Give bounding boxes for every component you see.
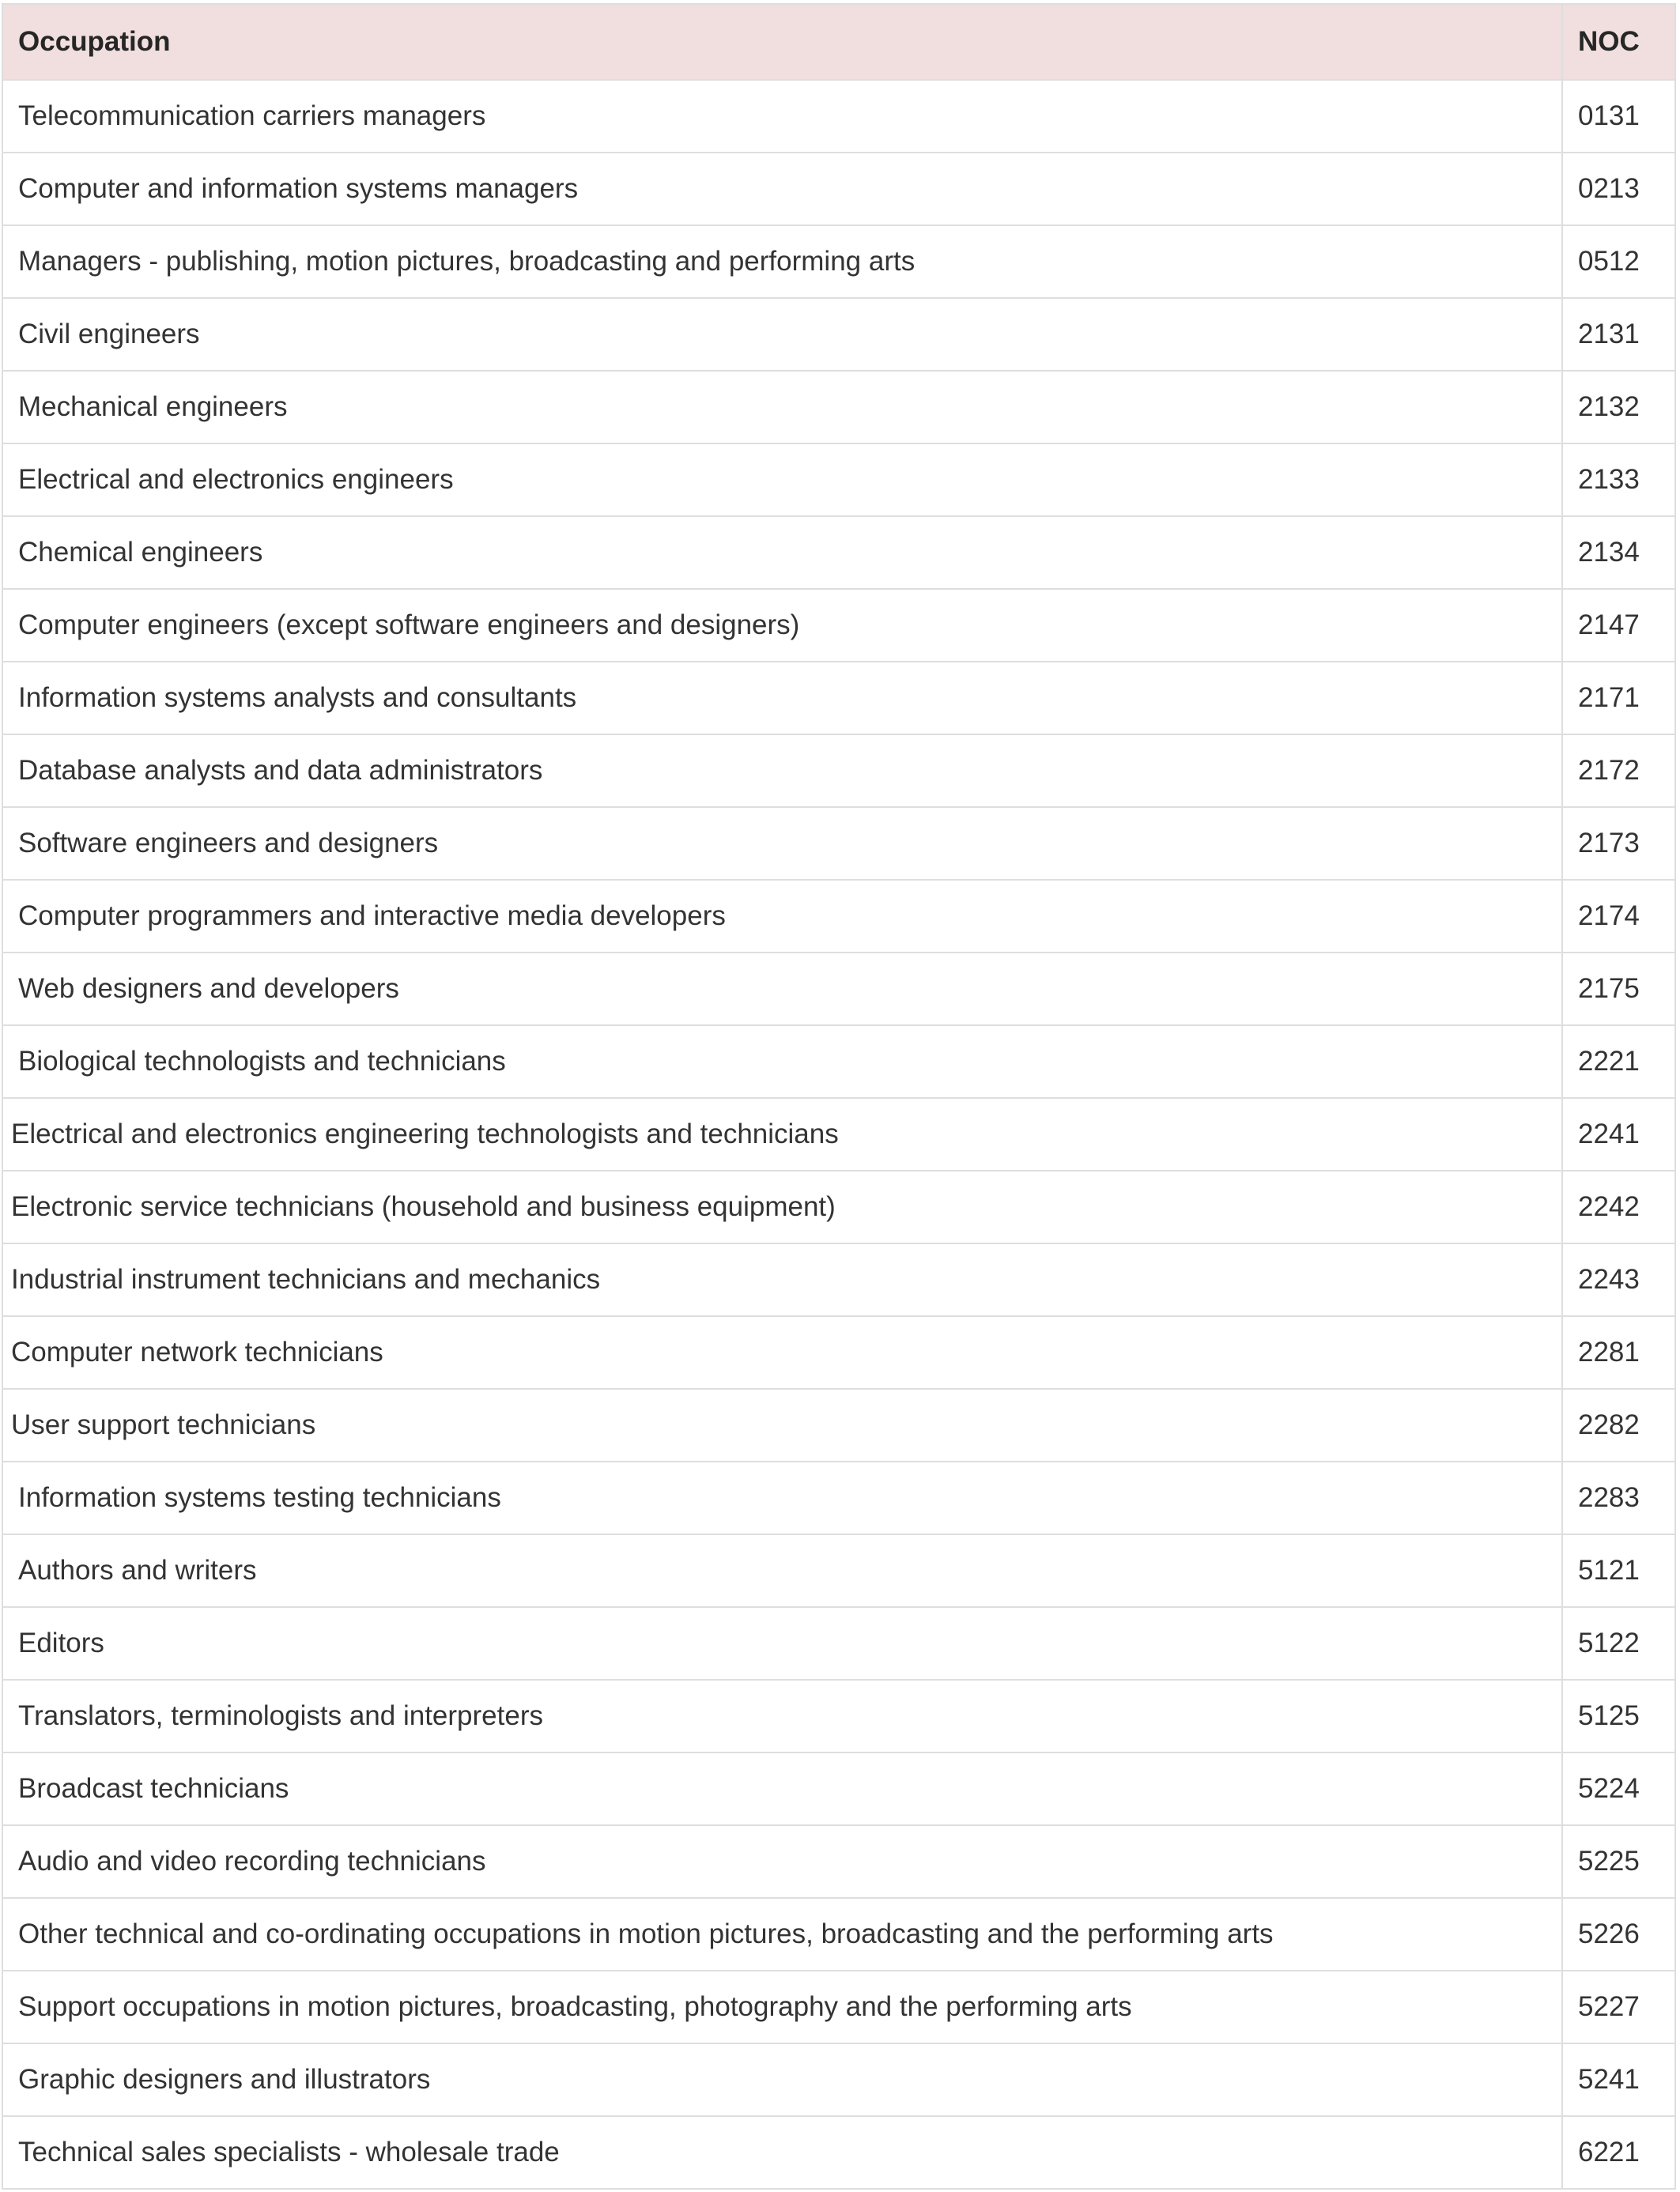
occupation-cell: Computer programmers and interactive media developers: [2, 880, 1562, 953]
table-row: [2, 589, 1675, 662]
table-row: [2, 516, 1675, 589]
occupation-cell: Computer and information systems managers: [2, 153, 1562, 225]
occupation-cell: Other technical and co-ordinating occupations in motion pictures, broadcasting and the performing arts: [2, 1898, 1562, 1971]
noc-cell: 2131: [1562, 298, 1675, 371]
noc-cell: 0512: [1562, 225, 1675, 298]
table-row: [2, 1825, 1675, 1898]
noc-cell: 5226: [1562, 1898, 1675, 1971]
header-noc: NOC: [1562, 4, 1675, 80]
noc-cell: 2174: [1562, 880, 1675, 953]
occupation-cell: Graphic designers and illustrators: [2, 2043, 1562, 2116]
noc-cell: 0213: [1562, 153, 1675, 225]
occupation-cell: Managers - publishing, motion pictures, broadcasting and performing arts: [2, 225, 1562, 298]
occupation-cell: Editors: [2, 1607, 1562, 1680]
noc-cell: 2132: [1562, 371, 1675, 443]
noc-cell: 2173: [1562, 807, 1675, 880]
table-row: [2, 1025, 1675, 1098]
table-header-row: [2, 4, 1675, 80]
table-row: [2, 1098, 1675, 1171]
occupation-cell: User support technicians: [2, 1389, 1562, 1462]
table-row: [2, 880, 1675, 953]
noc-cell: 2283: [1562, 1462, 1675, 1534]
table-row: [2, 225, 1675, 298]
table-row: [2, 1462, 1675, 1534]
occupation-cell: Information systems testing technicians: [2, 1462, 1562, 1534]
table-row: [2, 953, 1675, 1025]
noc-cell: 2133: [1562, 443, 1675, 516]
noc-cell: 5224: [1562, 1752, 1675, 1825]
occupation-cell: Information systems analysts and consultants: [2, 662, 1562, 734]
noc-cell: 5125: [1562, 1680, 1675, 1752]
occupation-cell: Audio and video recording technicians: [2, 1825, 1562, 1898]
noc-cell: 2243: [1562, 1243, 1675, 1316]
occupation-cell: Computer engineers (except software engineers and designers): [2, 589, 1562, 662]
table-row: [2, 153, 1675, 225]
table-row: [2, 371, 1675, 443]
table-row: [2, 2043, 1675, 2116]
occupation-cell: Civil engineers: [2, 298, 1562, 371]
noc-cell: 5122: [1562, 1607, 1675, 1680]
table-row: [2, 1316, 1675, 1389]
occupation-cell: Computer network technicians: [2, 1316, 1562, 1389]
noc-cell: 2171: [1562, 662, 1675, 734]
table-row: [2, 298, 1675, 371]
occupation-cell: Database analysts and data administrators: [2, 734, 1562, 807]
occupation-cell: Mechanical engineers: [2, 371, 1562, 443]
noc-cell: 2147: [1562, 589, 1675, 662]
table-row: [2, 443, 1675, 516]
table-row: [2, 2116, 1675, 2189]
noc-cell: 6221: [1562, 2116, 1675, 2189]
table-row: [2, 80, 1675, 153]
header-occupation: Occupation: [2, 4, 1562, 80]
table-row: [2, 1171, 1675, 1243]
occupation-cell: Biological technologists and technicians: [2, 1025, 1562, 1098]
noc-cell: 2221: [1562, 1025, 1675, 1098]
occupation-cell: Broadcast technicians: [2, 1752, 1562, 1825]
noc-cell: 2282: [1562, 1389, 1675, 1462]
table-row: [2, 807, 1675, 880]
occupation-cell: Web designers and developers: [2, 953, 1562, 1025]
noc-cell: 5227: [1562, 1971, 1675, 2043]
occupation-cell: Software engineers and designers: [2, 807, 1562, 880]
occupation-cell: Electronic service technicians (household and business equipment): [2, 1171, 1562, 1243]
occupation-cell: Telecommunication carriers managers: [2, 80, 1562, 153]
occupation-cell: Support occupations in motion pictures, broadcasting, photography and the performing arts: [2, 1971, 1562, 2043]
table-row: [2, 1243, 1675, 1316]
noc-cell: 2281: [1562, 1316, 1675, 1389]
noc-cell: 2175: [1562, 953, 1675, 1025]
table-row: [2, 1752, 1675, 1825]
table-row: [2, 1971, 1675, 2043]
noc-cell: 5241: [1562, 2043, 1675, 2116]
table-row: [2, 1607, 1675, 1680]
table-row: [2, 1389, 1675, 1462]
noc-cell: 2241: [1562, 1098, 1675, 1171]
occupation-cell: Translators, terminologists and interpreters: [2, 1680, 1562, 1752]
occupation-cell: Electrical and electronics engineers: [2, 443, 1562, 516]
table-row: [2, 662, 1675, 734]
occupation-table: [2, 3, 1676, 2190]
noc-cell: 2172: [1562, 734, 1675, 807]
noc-cell: 5121: [1562, 1534, 1675, 1607]
noc-cell: 2242: [1562, 1171, 1675, 1243]
occupation-cell: Electrical and electronics engineering technologists and technicians: [2, 1098, 1562, 1171]
occupation-cell: Authors and writers: [2, 1534, 1562, 1607]
table-row: [2, 1898, 1675, 1971]
noc-cell: 0131: [1562, 80, 1675, 153]
table-row: [2, 1680, 1675, 1752]
occupation-cell: Industrial instrument technicians and mechanics: [2, 1243, 1562, 1316]
table-row: [2, 1534, 1675, 1607]
noc-cell: 5225: [1562, 1825, 1675, 1898]
noc-cell: 2134: [1562, 516, 1675, 589]
table-body: [2, 80, 1675, 2189]
occupation-cell: Chemical engineers: [2, 516, 1562, 589]
occupation-cell: Technical sales specialists - wholesale trade: [2, 2116, 1562, 2189]
table-row: [2, 734, 1675, 807]
